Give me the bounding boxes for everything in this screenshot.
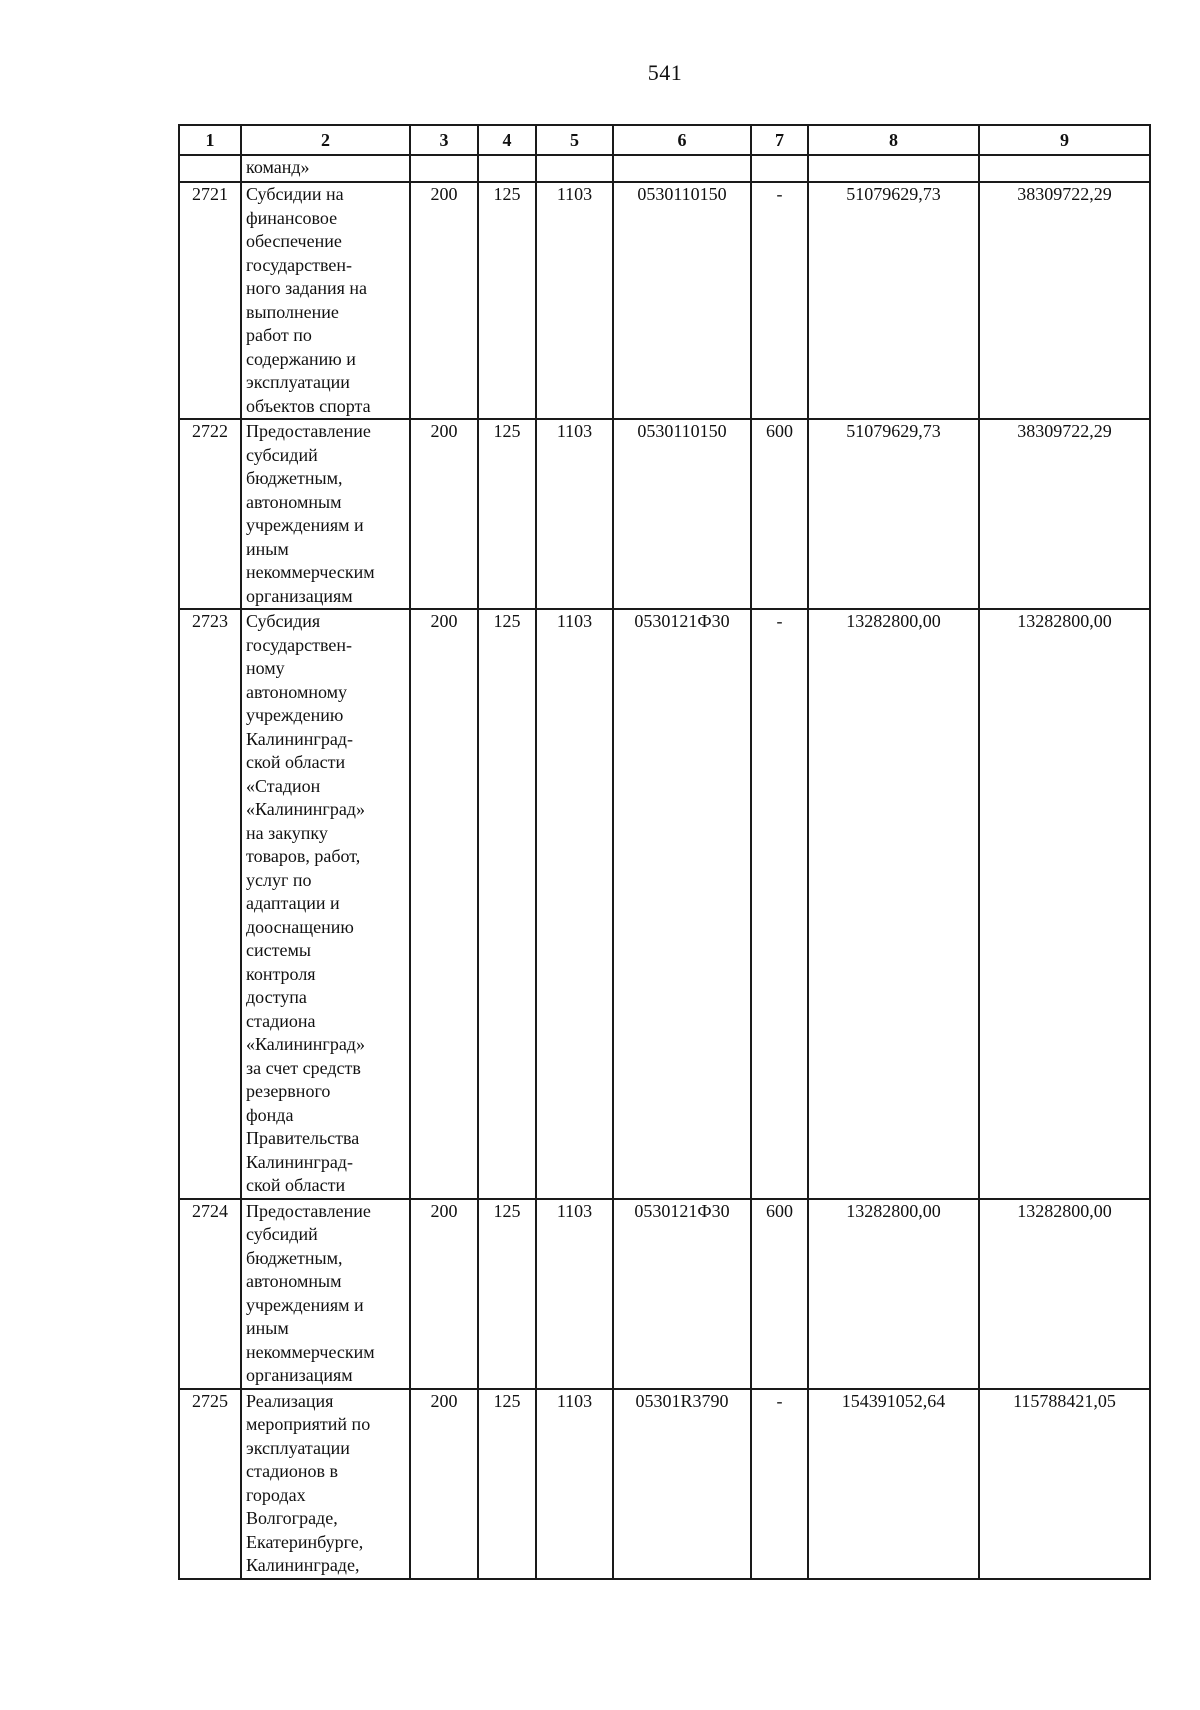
header-cell-3: 3: [410, 125, 478, 155]
row-number: 2723: [179, 609, 241, 1199]
row-number: 2722: [179, 419, 241, 609]
cell-col8: [808, 155, 979, 182]
row-number: [179, 155, 241, 182]
cell-col8: 13282800,00: [808, 1199, 979, 1389]
cell-col4: 125: [478, 1199, 536, 1389]
table-row: [179, 419, 1150, 609]
cell-col5: 1103: [536, 609, 613, 1199]
budget-table: [178, 124, 1151, 1580]
header-cell-1: 1: [179, 125, 241, 155]
cell-col5: 1103: [536, 1389, 613, 1579]
cell-col4: 125: [478, 1389, 536, 1579]
cell-col7: -: [751, 182, 808, 419]
cell-col3: 200: [410, 609, 478, 1199]
header-cell-6: 6: [613, 125, 751, 155]
cell-col8: 13282800,00: [808, 609, 979, 1199]
cell-col7: -: [751, 609, 808, 1199]
table-row: [179, 1199, 1150, 1389]
table-row: [179, 1389, 1150, 1579]
row-number: 2725: [179, 1389, 241, 1579]
row-number: 2721: [179, 182, 241, 419]
cell-col9: [979, 155, 1150, 182]
row-name: Субсидия государствен- ному автономному учреждению Калининград- ской области «Стадион «Калининград» на закупку товаров, работ, услуг по адаптации и дооснащению системы контроля доступа стадиона «Калининград» за счет средств резервного фонда Правительства Калининград- ской области: [241, 609, 410, 1199]
header-cell-4: 4: [478, 125, 536, 155]
cell-col7: 600: [751, 1199, 808, 1389]
row-name: Субсидии на финансовое обеспечение государствен- ного задания на выполнение работ по содержанию и эксплуатации объектов спорта: [241, 182, 410, 419]
header-row: [179, 125, 1150, 155]
header-cell-8: 8: [808, 125, 979, 155]
continuation-row: [179, 155, 1150, 182]
cell-col8: 51079629,73: [808, 182, 979, 419]
cell-col6: 0530110150: [613, 419, 751, 609]
row-number: 2724: [179, 1199, 241, 1389]
cell-col4: 125: [478, 419, 536, 609]
cell-col3: 200: [410, 1199, 478, 1389]
cell-col9: 13282800,00: [979, 609, 1150, 1199]
cell-col3: 200: [410, 182, 478, 419]
page-number: 541: [647, 60, 683, 85]
cell-col9: 115788421,05: [979, 1389, 1150, 1579]
cell-col6: [613, 155, 751, 182]
cell-col6: 0530121Ф30: [613, 609, 751, 1199]
header-cell-2: 2: [241, 125, 410, 155]
row-name: команд»: [241, 155, 410, 182]
cell-col7: [751, 155, 808, 182]
header-cell-5: 5: [536, 125, 613, 155]
cell-col5: [536, 155, 613, 182]
cell-col3: 200: [410, 1389, 478, 1579]
header-cell-7: 7: [751, 125, 808, 155]
cell-col4: 125: [478, 609, 536, 1199]
cell-col5: 1103: [536, 419, 613, 609]
cell-col8: 154391052,64: [808, 1389, 979, 1579]
row-name: Реализация мероприятий по эксплуатации стадионов в городах Волгограде, Екатеринбурге, Калининграде,: [241, 1389, 410, 1579]
cell-col9: 38309722,29: [979, 419, 1150, 609]
cell-col6: 0530110150: [613, 182, 751, 419]
cell-col9: 13282800,00: [979, 1199, 1150, 1389]
cell-col5: 1103: [536, 182, 613, 419]
cell-col8: 51079629,73: [808, 419, 979, 609]
header-cell-9: 9: [979, 125, 1150, 155]
cell-col7: 600: [751, 419, 808, 609]
cell-col6: 05301R3790: [613, 1389, 751, 1579]
row-name: Предоставление субсидий бюджетным, автономным учреждениям и иным некоммерческим организациям: [241, 419, 410, 609]
cell-col6: 0530121Ф30: [613, 1199, 751, 1389]
cell-col9: 38309722,29: [979, 182, 1150, 419]
row-name: Предоставление субсидий бюджетным, автономным учреждениям и иным некоммерческим организациям: [241, 1199, 410, 1389]
cell-col3: [410, 155, 478, 182]
cell-col5: 1103: [536, 1199, 613, 1389]
table-row: [179, 182, 1150, 419]
cell-col4: 125: [478, 182, 536, 419]
cell-col3: 200: [410, 419, 478, 609]
table-row: [179, 609, 1150, 1199]
cell-col7: -: [751, 1389, 808, 1579]
cell-col4: [478, 155, 536, 182]
